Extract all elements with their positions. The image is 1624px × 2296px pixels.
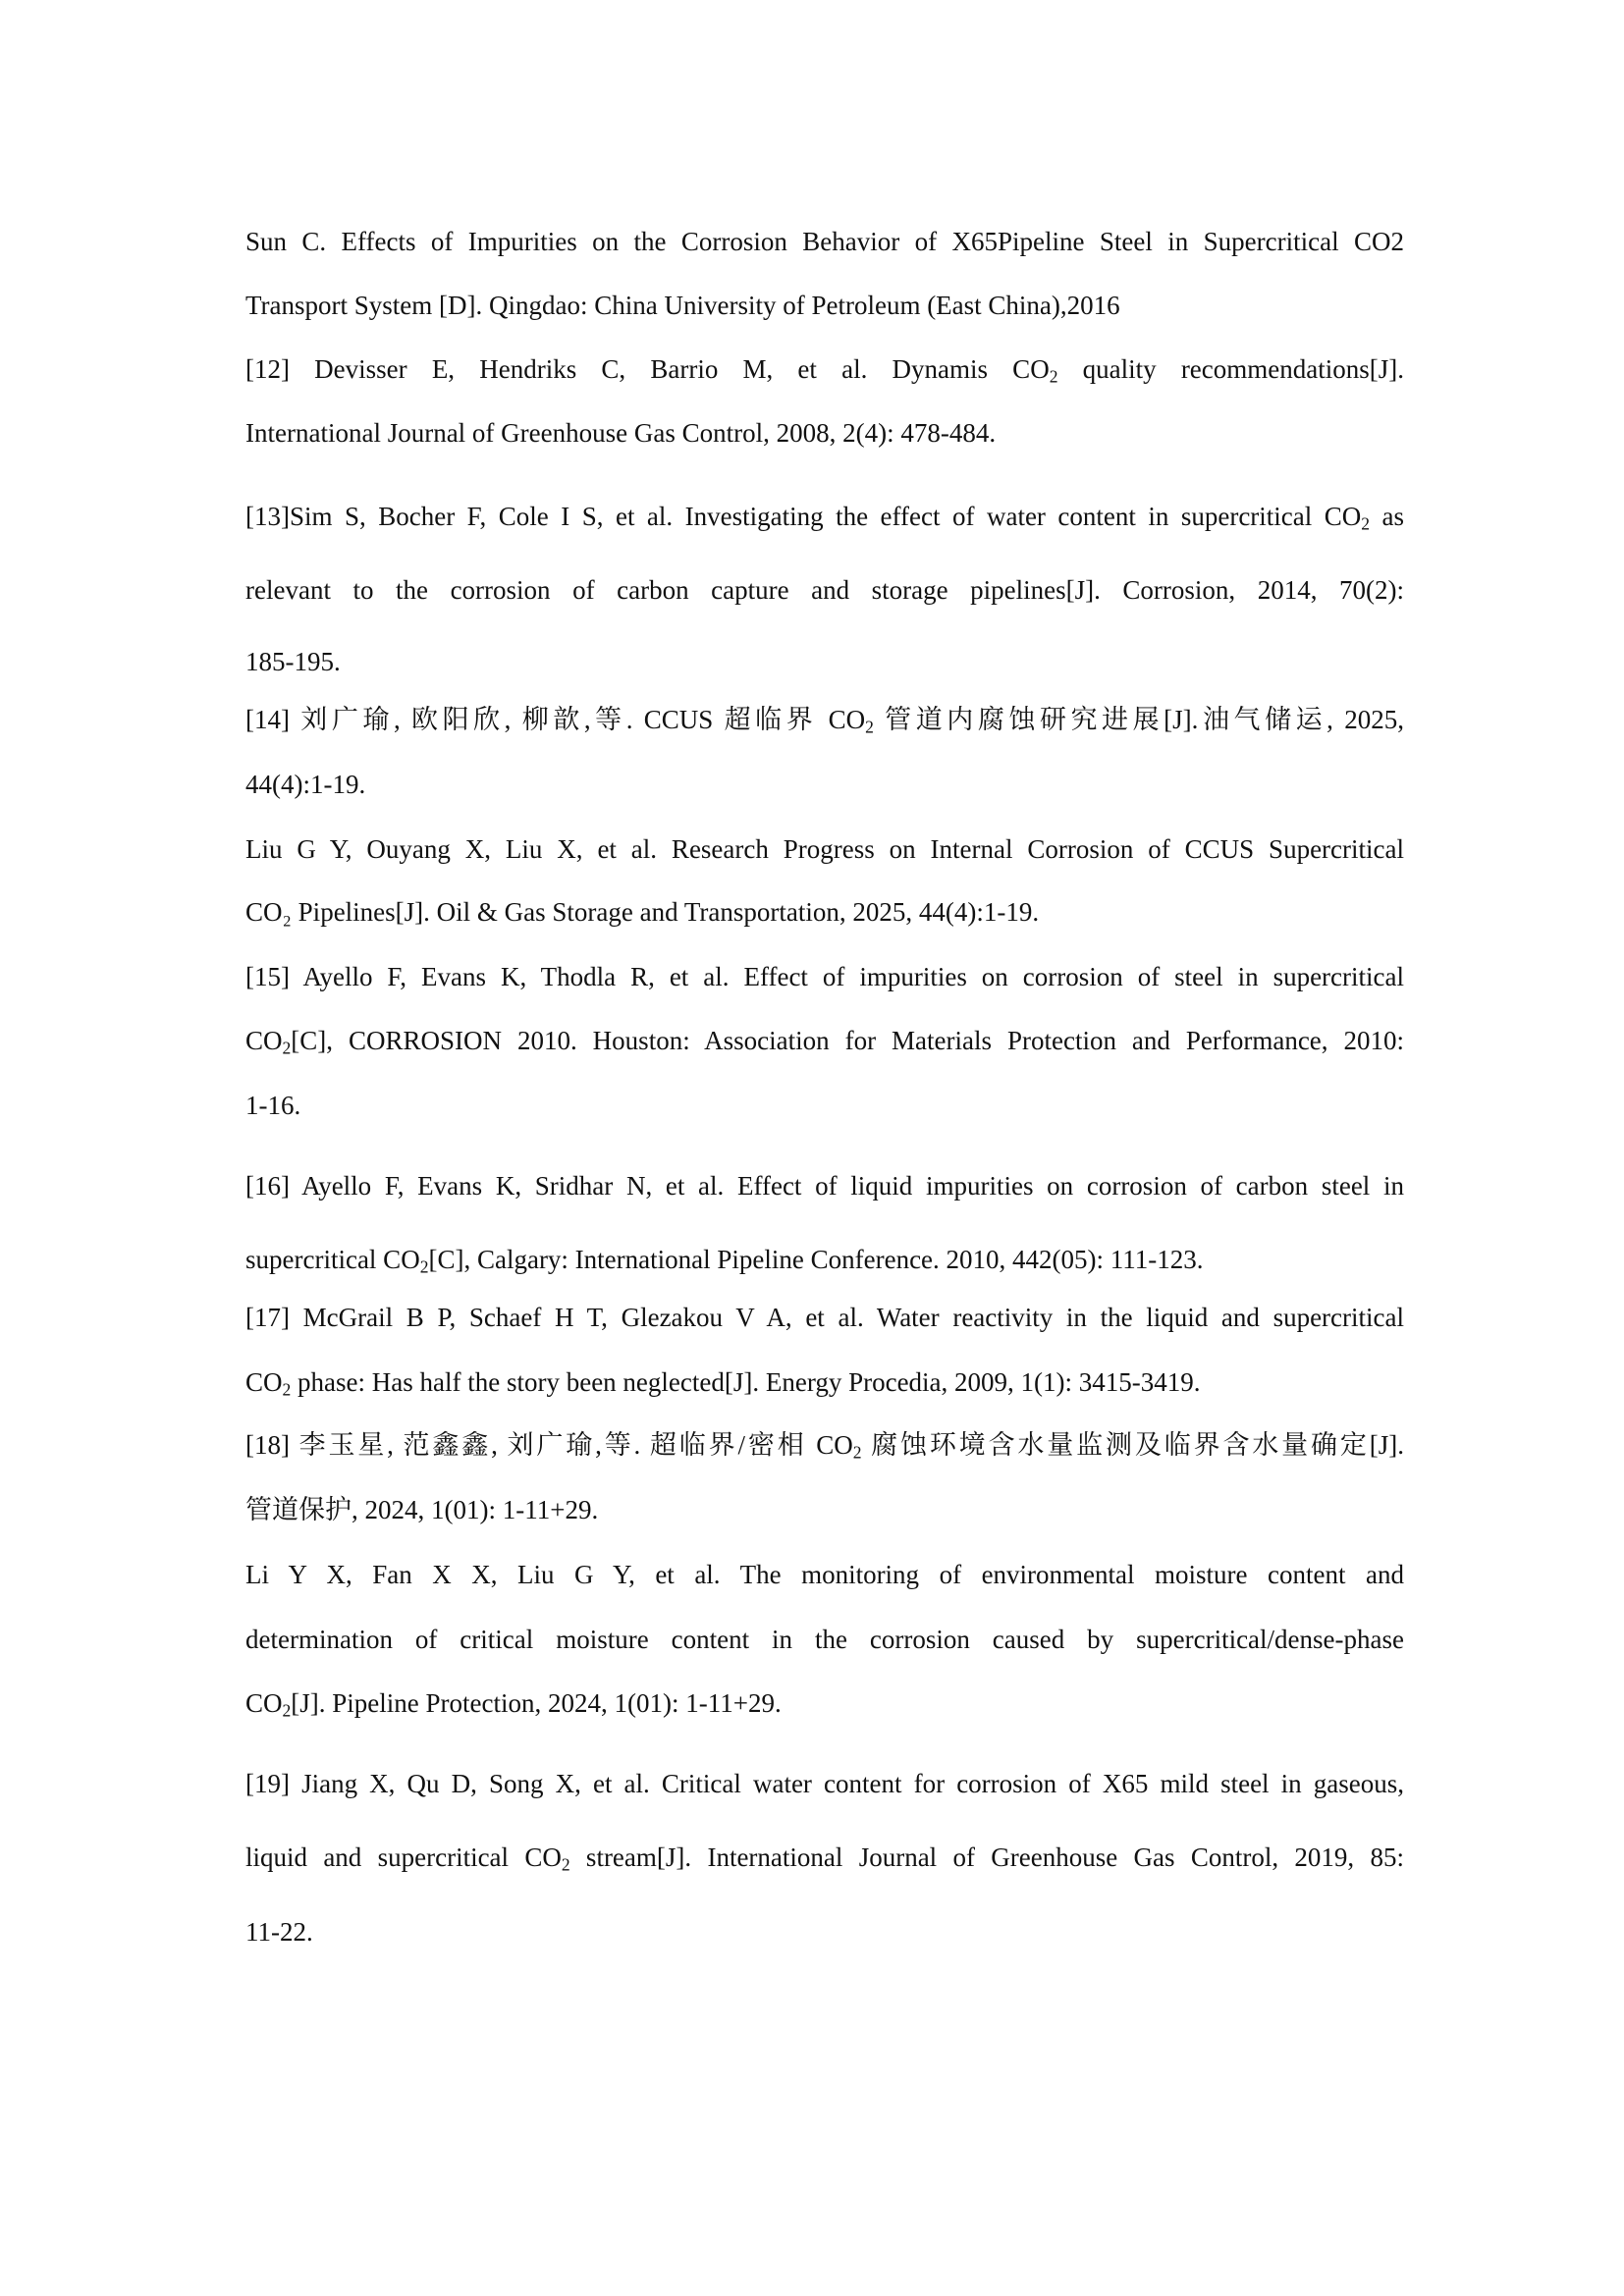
reference-line: relevant to the corrosion of carbon capture and storage pipelines[J]. Corrosion, 2014, 70(2): (245, 575, 1404, 605)
reference-line: Transport System [D]. Qingdao: China University of Petroleum (East China),2016 (245, 291, 1120, 320)
reference-line: Li Y X, Fan X X, Liu G Y, et al. The monitoring of environmental moisture content and (245, 1560, 1404, 1589)
reference-line: 1-16. (245, 1091, 301, 1120)
text-segment: as (1370, 502, 1405, 531)
reference-line: International Journal of Greenhouse Gas Control, 2008, 2(4): 478-484. (245, 418, 997, 448)
text-segment: [13]Sim S, Bocher F, Cole I S, et al. Investigating the effect of water content in supercritical CO (245, 502, 1362, 531)
subscript: 2 (865, 717, 874, 737)
subscript: 2 (282, 1700, 292, 1721)
reference-line: 185-195. (245, 647, 341, 676)
reference-line: Liu G Y, Ouyang X, Liu X, et al. Research Progress on Internal Corrosion of CCUS Supercritical (245, 834, 1404, 864)
text-segment: stream[J]. International Journal of Greenhouse Gas Control, 2019, 85: (569, 1842, 1404, 1872)
text-segment: 腐蚀环境含水量监测及临界含水量确定[J]. (861, 1430, 1404, 1460)
subscript: 2 (561, 1854, 570, 1875)
text-segment: liquid and supercritical CO (245, 1842, 562, 1872)
reference-line: CO₂ Pipelines[J]. Oil & Gas Storage and Transportation, 2025, 44(4):1-19. (245, 897, 1040, 927)
text-segment: CO (245, 1688, 283, 1718)
text-segment: [C], CORROSION 2010. Houston: Association for Materials Protection and Performance, 2010: (291, 1026, 1404, 1055)
text-segment: [12] Devisser E, Hendriks C, Barrio M, et al. Dynamis CO (245, 354, 1050, 384)
text-segment: supercritical CO (245, 1245, 420, 1274)
reference-line: [15] Ayello F, Evans K, Thodla R, et al. Effect of impurities on corrosion of steel in supercritical (245, 962, 1404, 991)
subscript: 2 (282, 1038, 292, 1058)
text-segment: CO (245, 1367, 283, 1397)
reference-line (245, 1365, 1201, 1399)
reference-line (245, 1243, 1204, 1276)
reference-line: 44(4):1-19. (245, 770, 366, 799)
reference-line (245, 1428, 1404, 1462)
text-segment: [C], Calgary: International Pipeline Conference. 2010, 442(05): 111-123. (428, 1245, 1204, 1274)
reference-line (245, 352, 1404, 386)
subscript: 2 (852, 1442, 862, 1463)
reference-line: Sun C. Effects of Impurities on the Corrosion Behavior of X65Pipeline Steel in Supercritical CO2 (245, 227, 1404, 256)
reference-line (245, 500, 1404, 533)
reference-line: [16] Ayello F, Evans K, Sridhar N, et al. Effect of liquid impurities on corrosion of carbon steel in (245, 1171, 1404, 1201)
text-segment: phase: Has half the story been neglected[J]. Energy Procedia, 2009, 1(1): 3415-3419. (291, 1367, 1201, 1397)
reference-line: 管道保护, 2024, 1(01): 1-11+29. (245, 1495, 599, 1524)
text-segment: quality recommendations[J]. (1057, 354, 1404, 384)
text-segment: [J]. Pipeline Protection, 2024, 1(01): 1-11+29. (291, 1688, 782, 1718)
reference-line: [17] McGrail B P, Schaef H T, Glezakou V A, et al. Water reactivity in the liquid and supercritical (245, 1303, 1404, 1332)
subscript: 2 (282, 1379, 292, 1400)
text-segment: 管道内腐蚀研究进展[J].油气储运, 2025, (873, 705, 1404, 734)
reference-line: 11-22. (245, 1917, 313, 1947)
text-segment: CO (245, 1026, 283, 1055)
reference-line: determination of critical moisture content in the corrosion caused by supercritical/dense-phase (245, 1625, 1404, 1654)
text-segment: [14] 刘广瑜, 欧阳欣, 柳歆,等. CCUS 超临界 CO (245, 705, 866, 734)
reference-line (245, 703, 1404, 736)
reference-line (245, 1024, 1404, 1057)
reference-line (245, 1841, 1404, 1874)
subscript: 2 (419, 1256, 429, 1277)
reference-line (245, 1686, 782, 1720)
text-segment: [18] 李玉星, 范鑫鑫, 刘广瑜,等. 超临界/密相 CO (245, 1430, 853, 1460)
subscript: 2 (1049, 366, 1058, 387)
subscript: 2 (1361, 513, 1371, 534)
reference-line: [19] Jiang X, Qu D, Song X, et al. Critical water content for corrosion of X65 mild steel in gaseous, (245, 1769, 1404, 1798)
